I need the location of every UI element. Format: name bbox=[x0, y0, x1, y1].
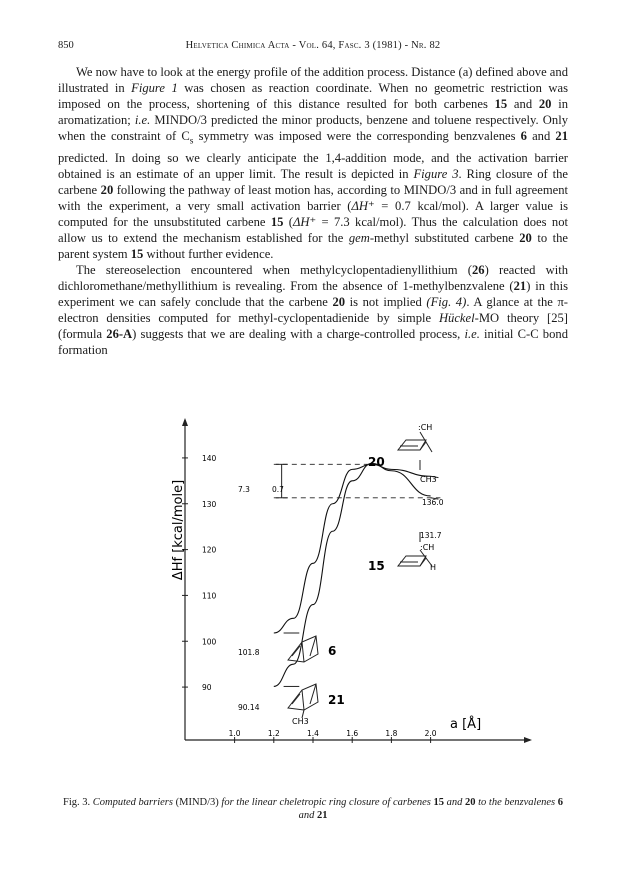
y-axis-arrow bbox=[182, 418, 188, 426]
x-axis-label: a [Å] bbox=[450, 717, 482, 732]
text-run: following the pathway of least motion has, according to MINDO/3 and in full agreement with the experiment, a very small activation barrier ( bbox=[58, 182, 569, 213]
text-run: 21 bbox=[314, 810, 328, 821]
text-run: 15 bbox=[430, 797, 447, 808]
carbene-20-structure bbox=[398, 432, 432, 470]
text-run: We now have to look at the energy profile of the addition process. Distance (a) defined above and illustrated in bbox=[58, 65, 568, 95]
curves bbox=[274, 463, 431, 686]
page-number: 850 bbox=[58, 40, 74, 51]
label-131: 131.7 bbox=[420, 531, 442, 540]
text-run: 26-A bbox=[106, 326, 133, 341]
annotations bbox=[274, 464, 441, 686]
text-run: s bbox=[189, 136, 194, 147]
label-90: 90.14 bbox=[238, 703, 260, 712]
text-run: . Ring closure of the carbene bbox=[58, 166, 568, 197]
text-run: ⁺ = 7.3 kcal/mol). Thus the calculation does not allow us to extend the mechanism established for the bbox=[58, 214, 569, 245]
barrier-20-label: 0.7 bbox=[272, 485, 284, 494]
carbene-20-number: 20 bbox=[368, 455, 385, 469]
x-tick-label: 1.4 bbox=[307, 729, 319, 738]
benzvalene-21-number: 21 bbox=[328, 693, 345, 707]
benzvalene-6-structure bbox=[288, 636, 318, 662]
h-15-label: H bbox=[430, 563, 437, 572]
x-tick-label: 1.8 bbox=[385, 729, 398, 738]
text-run: 15 bbox=[130, 246, 144, 261]
text-run: in aromatization; bbox=[58, 97, 568, 127]
text-run: ) in this experiment we can safely conclude that the carbene bbox=[58, 278, 568, 309]
label-101: 101.8 bbox=[238, 648, 260, 657]
ch3-top-label: CH3 bbox=[420, 475, 437, 484]
text-run: ( bbox=[283, 214, 293, 229]
text-run: initial C-C bond formation bbox=[58, 326, 568, 357]
label-136: 136.0 bbox=[422, 498, 444, 507]
text-run: 6 bbox=[520, 129, 527, 143]
barrier-15-label: 7.3 bbox=[238, 485, 250, 494]
text-run: to the benzvalenes bbox=[478, 797, 556, 808]
text-run: is not implied bbox=[345, 294, 427, 309]
text-run: (Fig. 4) bbox=[426, 294, 467, 309]
text-run: 21 bbox=[513, 278, 527, 293]
text-run: predicted. In doing so we clearly anticipate the 1,4-addition mode, and the activation barrier obtained is an estimate of an upper limit. The result is depicted in bbox=[58, 150, 568, 181]
energy-curve-1 bbox=[274, 464, 431, 633]
ch-15-label: :CH bbox=[420, 543, 435, 552]
text-run: -MO theory [25] (formula bbox=[58, 310, 568, 341]
y-tick-label: 140 bbox=[202, 453, 217, 463]
ch3-21-label: CH3 bbox=[292, 717, 309, 726]
benzvalene-6-number: 6 bbox=[328, 644, 337, 658]
text-run: Hückel bbox=[438, 310, 475, 325]
text-run: Computed barriers bbox=[92, 797, 173, 808]
text-run: gem bbox=[348, 230, 370, 245]
text-run: . A glance at the π-electron densities computed for methyl-cyclopentadienide by simple bbox=[58, 294, 568, 325]
x-tick-label: 1.6 bbox=[346, 729, 359, 738]
running-title: Helvetica Chimica Acta - Vol. 64, Fasc. 3 (1981) - Nr. 82 bbox=[185, 40, 441, 51]
text-run: 20 bbox=[519, 230, 532, 245]
figure-caption bbox=[60, 796, 566, 822]
text-run: ΔH bbox=[292, 214, 310, 229]
y-tick-label: 100 bbox=[202, 637, 217, 647]
text-run: 20 bbox=[332, 294, 346, 309]
benzvalene-21-structure bbox=[288, 684, 318, 718]
text-run: 6 bbox=[555, 797, 563, 808]
text-run: ⁺ = 0.7 kcal/mol). A larger value is computed for the unsubstituted carbene bbox=[58, 198, 568, 229]
text-run: 21 bbox=[555, 129, 569, 143]
x-tick-label: 2.0 bbox=[424, 729, 437, 738]
text-run: and bbox=[298, 810, 315, 821]
text-run: (MIND/3) bbox=[172, 797, 222, 808]
text-run: for the linear cheletropic ring closure of carbenes bbox=[221, 797, 431, 808]
text-run: 15 bbox=[494, 97, 508, 111]
text-run: 20 bbox=[100, 182, 114, 197]
carbene-15-number: 15 bbox=[368, 559, 385, 573]
ticks bbox=[182, 454, 437, 743]
x-axis-arrow bbox=[524, 737, 532, 743]
text-run: symmetry was imposed were the corresponding benzvalenes bbox=[193, 129, 521, 143]
text-run: and bbox=[526, 129, 556, 143]
text-run: i.e. bbox=[134, 113, 151, 127]
text-run: and bbox=[507, 97, 539, 111]
body-text bbox=[58, 64, 568, 358]
text-run: was chosen as reaction coordinate. When no geometric restriction was imposed on the process, shortening of this distance resulted for both carbenes bbox=[58, 81, 568, 111]
text-run: 20 bbox=[462, 797, 479, 808]
y-tick-label: 110 bbox=[202, 591, 217, 601]
text-run: MINDO/3 predicted the minor products, benzene and toluene respectively. Only when the constraint of C bbox=[58, 113, 568, 143]
x-tick-label: 1.0 bbox=[228, 729, 241, 738]
y-tick-label: 90 bbox=[202, 683, 212, 693]
text-run: 26 bbox=[472, 262, 485, 277]
x-tick-label: 1.2 bbox=[267, 729, 280, 738]
ch-top-label: :CH bbox=[418, 423, 433, 432]
text-run: and bbox=[446, 797, 463, 808]
y-tick-label: 130 bbox=[202, 499, 217, 509]
text-run: Figure 1 bbox=[131, 81, 178, 95]
text-run: 20 bbox=[538, 97, 552, 111]
text-run: i.e. bbox=[464, 326, 480, 341]
text-run: Fig. 3. bbox=[63, 797, 93, 808]
y-tick-label: 120 bbox=[202, 545, 217, 555]
text-run: 15 bbox=[270, 214, 284, 229]
text-run: ) reacted with dichloromethane/methyllithium is revealing. From the absence of 1-methylbenzvalene ( bbox=[58, 262, 569, 293]
paragraph-2 bbox=[58, 262, 568, 358]
figure-3 bbox=[120, 410, 540, 790]
energy-profile-chart bbox=[120, 410, 540, 790]
paragraph-1 bbox=[58, 64, 568, 262]
text-run: to the parent system bbox=[58, 230, 568, 261]
axes bbox=[182, 418, 532, 743]
text-run: ΔH bbox=[351, 198, 368, 213]
y-axis-label: ΔHf [kcal/mole] bbox=[171, 479, 186, 581]
text-run: -methyl substituted carbene bbox=[369, 230, 520, 245]
energy-curve-2 bbox=[274, 463, 431, 686]
text-run: without further evidence. bbox=[143, 246, 274, 261]
text-run: Figure 3 bbox=[413, 166, 459, 181]
text-run: ) suggests that we are dealing with a charge-controlled process, bbox=[132, 326, 465, 341]
text-run: The stereoselection encountered when methylcyclopentadienyllithium ( bbox=[76, 262, 472, 277]
